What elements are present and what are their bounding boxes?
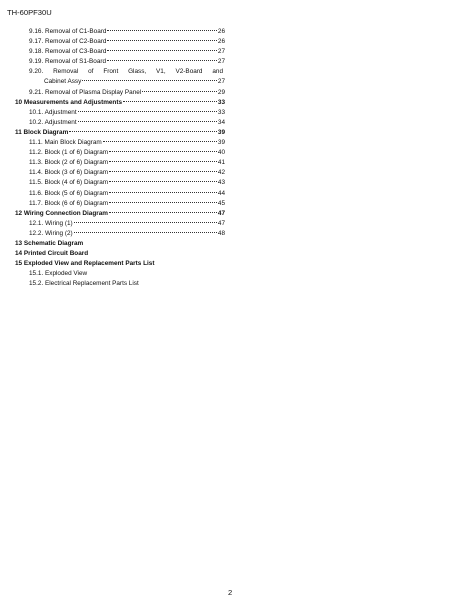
toc-entry-page-number: 42 <box>217 169 225 177</box>
toc-subsection-entry[interactable] <box>15 88 225 98</box>
toc-entry-title: 15 Exploded View and Replacement Parts List <box>15 260 155 268</box>
toc-subsection-entry[interactable] <box>15 279 225 289</box>
toc-subsection-entry[interactable] <box>15 269 225 279</box>
toc-subsection-entry[interactable] <box>15 57 225 67</box>
toc-subsection-entry[interactable] <box>15 37 225 47</box>
toc-entry-page-number: 39 <box>217 139 225 147</box>
toc-entry-title: 11.6. Block (5 of 6) Diagram <box>29 189 109 197</box>
toc-subsection-entry[interactable] <box>15 138 225 148</box>
toc-dot-leader <box>82 80 217 81</box>
toc-dot-leader <box>109 161 217 162</box>
toc-entry-page-number: 33 <box>217 108 225 116</box>
toc-dot-leader <box>74 222 217 223</box>
toc-entry-page-number: 47 <box>217 219 225 227</box>
toc-entry-title: 10.1. Adjustment <box>29 108 77 116</box>
toc-entry-title: Cabinet Assy <box>44 78 82 86</box>
toc-entry-page-number: 34 <box>217 118 225 126</box>
toc-entry-page-number: 26 <box>217 28 225 35</box>
toc-entry-title: 9.19. Removal of S1-Board <box>29 58 107 66</box>
toc-entry-title: 9.17. Removal of C2-Board <box>29 38 107 46</box>
toc-dot-leader <box>109 181 217 182</box>
toc-entry-title: 11.7. Block (6 of 6) Diagram <box>29 199 109 207</box>
toc-entry-title: 10.2. Adjustment <box>29 118 77 126</box>
toc-entry-title: 14 Printed Circuit Board <box>15 250 89 258</box>
toc-section-entry[interactable] <box>15 239 225 249</box>
document-header-model: TH-60PF30U <box>7 8 52 17</box>
toc-dot-leader <box>109 202 217 203</box>
toc-dot-leader <box>107 40 216 41</box>
toc-dot-leader <box>123 101 217 102</box>
toc-subsection-entry[interactable] <box>15 168 225 178</box>
toc-entry-title: 9.18. Removal of C3-Board <box>29 48 107 56</box>
toc-subsection-entry[interactable] <box>15 67 225 77</box>
toc-entry-title: 12 Wiring Connection Diagram <box>15 209 108 217</box>
toc-entry-page-number: 27 <box>217 58 225 66</box>
toc-section-entry[interactable] <box>15 259 225 269</box>
toc-subsection-entry[interactable] <box>15 219 225 229</box>
toc-entry-page-number: 44 <box>217 189 225 197</box>
toc-entry-page-number: 47 <box>217 209 225 217</box>
toc-entry-page-number: 45 <box>217 199 225 207</box>
toc-section-entry[interactable] <box>15 128 225 138</box>
toc-subsection-entry[interactable] <box>15 229 225 239</box>
toc-entry-title: 15.1. Exploded View <box>29 270 88 278</box>
toc-section-entry[interactable] <box>15 98 225 108</box>
toc-entry-title: 11.5. Block (4 of 6) Diagram <box>29 179 109 187</box>
toc-entry-page-number: 39 <box>217 128 225 136</box>
toc-entry-page-number: 29 <box>217 88 225 96</box>
toc-entry-title: 11 Block Diagram <box>15 128 69 136</box>
toc-subsection-entry[interactable] <box>15 178 225 188</box>
toc-subsection-entry[interactable] <box>15 189 225 199</box>
toc-entry-title: 11.4. Block (3 of 6) Diagram <box>29 169 109 177</box>
toc-entry-page-number: 33 <box>217 98 225 106</box>
toc-dot-leader <box>109 212 217 213</box>
toc-dot-leader <box>74 232 217 233</box>
toc-entry-title: 11.3. Block (2 of 6) Diagram <box>29 159 109 167</box>
toc-entry-title: 12.1. Wiring (1) <box>29 219 73 227</box>
toc-subsection-entry[interactable] <box>15 199 225 209</box>
toc-subsection-entry[interactable] <box>15 77 225 87</box>
toc-dot-leader <box>109 192 217 193</box>
toc-subsection-entry[interactable] <box>15 148 225 158</box>
toc-entry-title: 9.21. Removal of Plasma Display Panel <box>29 88 142 96</box>
toc-dot-leader <box>109 171 217 172</box>
toc-entry-page-number: 26 <box>217 38 225 46</box>
table-of-contents <box>15 27 225 289</box>
toc-subsection-entry[interactable] <box>15 27 225 37</box>
toc-entry-page-number: 27 <box>217 78 225 86</box>
toc-dot-leader <box>78 121 217 122</box>
toc-dot-leader <box>103 141 217 142</box>
toc-dot-leader <box>109 151 217 152</box>
toc-entry-title: 9.20. Removal of Front Glass, V1, V2-Board and <box>29 68 223 76</box>
toc-entry-title: 12.2. Wiring (2) <box>29 229 73 237</box>
toc-dot-leader <box>78 111 217 112</box>
toc-entry-title: 10 Measurements and Adjustments <box>15 98 123 106</box>
toc-subsection-entry[interactable] <box>15 158 225 168</box>
toc-entry-page-number: 41 <box>217 159 225 167</box>
toc-section-entry[interactable] <box>15 209 225 219</box>
toc-entry-title: 11.2. Block (1 of 6) Diagram <box>29 149 109 157</box>
toc-dot-leader <box>107 60 217 61</box>
toc-dot-leader <box>107 50 216 51</box>
toc-entry-page-number: 48 <box>217 229 225 237</box>
toc-subsection-entry[interactable] <box>15 47 225 57</box>
toc-entry-title: 11.1. Main Block Diagram <box>29 139 102 147</box>
toc-subsection-entry[interactable] <box>15 108 225 118</box>
toc-dot-leader <box>142 91 217 92</box>
page-number: 2 <box>228 588 233 597</box>
toc-subsection-entry[interactable] <box>15 118 225 128</box>
toc-entry-title: 13 Schematic Diagram <box>15 239 84 247</box>
toc-entry-page-number: 27 <box>217 48 225 56</box>
toc-entry-title: 15.2. Electrical Replacement Parts List <box>29 280 139 288</box>
toc-entry-page-number: 43 <box>217 179 225 187</box>
toc-dot-leader <box>107 30 216 31</box>
toc-section-entry[interactable] <box>15 249 225 259</box>
toc-entry-page-number: 40 <box>217 149 225 157</box>
toc-dot-leader <box>69 131 217 132</box>
toc-entry-title: 9.16. Removal of C1-Board <box>29 28 107 35</box>
